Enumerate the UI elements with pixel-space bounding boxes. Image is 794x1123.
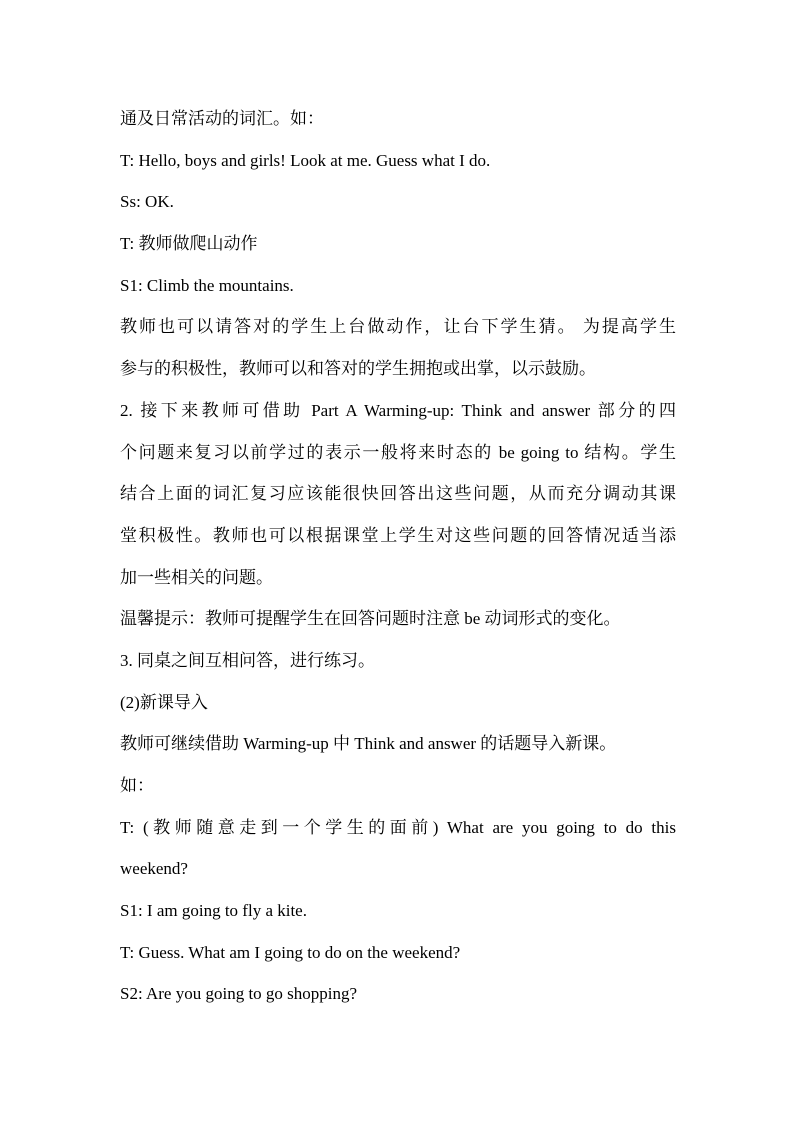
section-heading: (2)新课导入 xyxy=(120,692,208,712)
dialogue-line: T: Guess. What am I going to do on the weekend? xyxy=(120,942,461,962)
paragraph-line: 加一些相关的问题。 xyxy=(120,567,273,587)
paragraph-line: 如： xyxy=(120,776,154,795)
dialogue-line: S2: Are you going to go shopping? xyxy=(120,984,358,1004)
dialogue-line: S1: Climb the mountains. xyxy=(120,275,294,295)
text-line: 通及日常活动的词汇。如： xyxy=(120,109,324,128)
dialogue-line: weekend? xyxy=(120,859,188,879)
paragraph-line: 个问题来复习以前学过的表示一般将来时态的 be going to 结构。学生 xyxy=(120,442,676,462)
paragraph-line: 教师也可以请答对的学生上台做动作，让台下学生猜。 为提高学生 xyxy=(120,317,676,337)
step-line: 2. 接下来教师可借助 Part A Warming-up: Think and answer 部分的四 xyxy=(120,400,676,420)
dialogue-line: S1: I am going to fly a kite. xyxy=(120,901,307,921)
paragraph-line: 教师可继续借助 Warming-up 中 Think and answer 的话题导入新课。 xyxy=(120,734,617,754)
dialogue-line: T: Hello, boys and girls! Look at me. Guess what I do. xyxy=(120,150,491,170)
dialogue-line: T: (教师随意走到一个学生的面前) What are you going to do this xyxy=(120,817,676,837)
paragraph-line: 堂积极性。教师也可以根据课堂上学生对这些问题的回答情况适当添 xyxy=(120,525,676,545)
step-line: 3. 同桌之间互相问答，进行练习。 xyxy=(120,650,375,670)
dialogue-line: T: 教师做爬山动作 xyxy=(120,234,258,254)
tip-line: 温馨提示：教师可提醒学生在回答问题时注意 be 动词形式的变化。 xyxy=(120,609,621,629)
paragraph-line: 参与的积极性，教师可以和答对的学生拥抱或出掌，以示鼓励。 xyxy=(120,359,596,379)
dialogue-line: Ss: OK. xyxy=(120,192,174,212)
paragraph-line: 结合上面的词汇复习应该能很快回答出这些问题，从而充分调动其课 xyxy=(120,484,676,504)
document-body xyxy=(120,98,676,1015)
